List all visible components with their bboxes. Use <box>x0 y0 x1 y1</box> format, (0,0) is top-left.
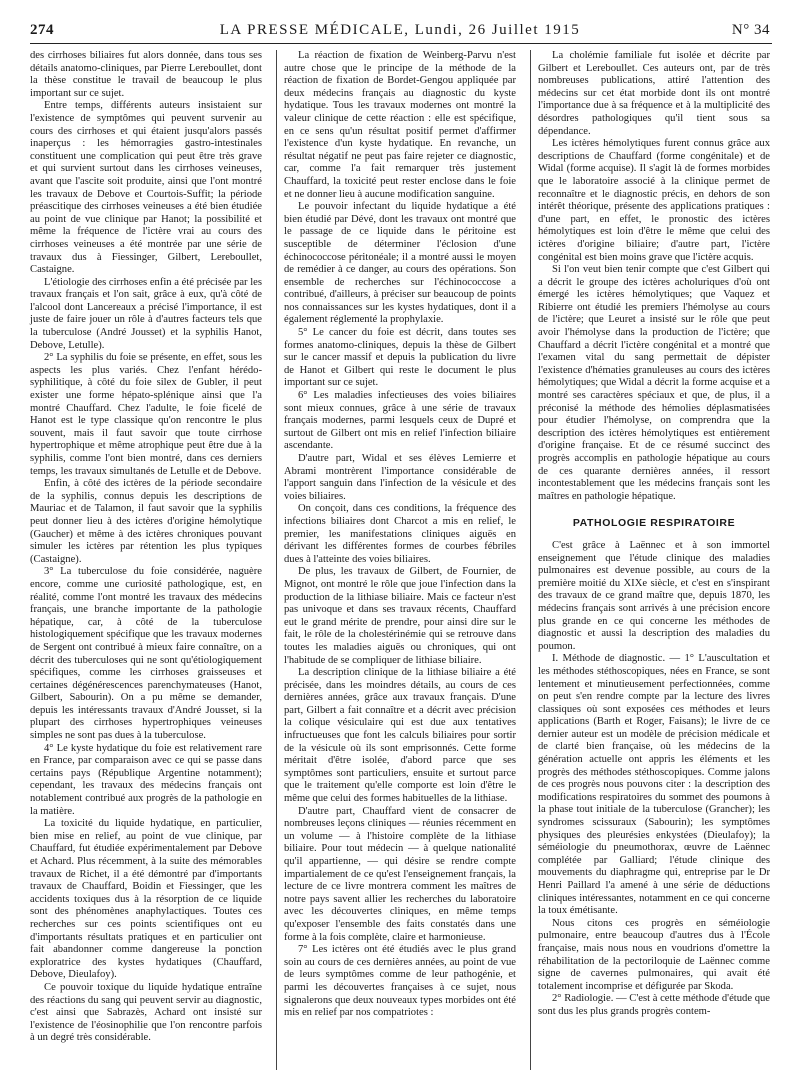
paragraph: 5° Le cancer du foie est décrit, dans toutes ses formes anatomo-cliniques, depuis la thèse de Gilbert sur le cancer massif et depuis la publication du livre de Hanot et Gilbert qui reste le document le plus important sur ce sujet. <box>284 327 516 389</box>
paragraph: Entre temps, différents auteurs insistaient sur l'existence de symptômes qui peuvent survenir au cours des cirrhoses et qui étaient jusqu'alors passés inaperçus : les hémorragies gastro-intestinales constituent une complication qui peut être très grave et qui survient surtout dans les cirrhoses veineuses, avant que l'ascite soit produite, ainsi que l'ont montré les travaux de Debove et Courtois-Suffit; la période préascitique des cirrhoses veineuses a été bien étudiée au point de vue clinique par Hanot; la possibilité et même la fréquence de l'ictère vrai au cours des cirrhoses veineuses a été montrée par une série de travaux dus à Fiessinger, Gilbert, Lereboullet, Castaigne. <box>30 100 262 276</box>
paragraph: I. Méthode de diagnostic. — 1° L'auscultation et les méthodes stéthoscopiques, nées en France, se sont lentement et minutieusement perfectionnées, comme on peut s'en rendre compte par la lecture des livres classiques où sont exposées ces méthodes et leurs applications (Barth et Roger, Faisans); le livre de ce dernier auteur est un modèle de précision médicale et de clarté bien française, où les médecins de la génération actuelle ont appris les éléments et les progrès des méthodes stéthoscopiques. Comme jalons de ces progrès nous pouvons citer : la description des modifications respiratoires du sommet des poumons à la phase tout initiale de la tuberculose (Grancher); les syndromes scissuraux (Sabourin); les symptômes physiques des pleurésies enkystées (Dieulafoy); la séméiologie du pneumothorax, œuvre de Laënnec complétée par Galliard; l'étude clinique des mouvements du diaphragme qui, entreprise par le Dr Henri Paillard l'a amené à une série de déductions cliniques intéressantes, notamment en ce qui concerne la toux émétisante. <box>538 653 770 917</box>
text-column-2 <box>284 50 516 1020</box>
paragraph: C'est grâce à Laënnec et à son immortel enseignement que l'étude clinique des maladies pulmonaires est devenue possible, au cours de la première moitié du XIXe siècle, et c'est en s'inspirant des travaux de ce grand maître que, depuis 1870, les médecins français sont arrivés à une précision encore plus grande en ce qui concerne les méthodes de diagnostic et aussi la description des maladies du poumon. <box>538 539 770 652</box>
paragraph: 4° Le kyste hydatique du foie est relativement rare en France, par comparaison avec ce qui se passe dans certains pays (République Argentine notamment); cependant, les travaux des médecins français ont notablement contribué aux progrès de la pathologie en la matière. <box>30 742 262 817</box>
text-column-3 <box>538 50 770 1019</box>
paragraph: 2° Radiologie. — C'est à cette méthode d'étude que sont dus les plus grands progrès contem- <box>538 993 770 1017</box>
section-heading: PATHOLOGIE RESPIRATOIRE <box>572 517 736 530</box>
paragraph: La cholémie familiale fut isolée et décrite par Gilbert et Lereboullet. Ces auteurs ont, par de très nombreuses publications, attiré l'attention des médecins sur cet état morbide dont ils ont montré l'importance due à sa fréquence et à la multiplicité des désordres pathologiques qu'il tient sous sa dépendance. <box>538 50 770 137</box>
page-number: 274 <box>30 22 54 38</box>
text-column-1 <box>30 50 262 1045</box>
paragraph: Si l'on veut bien tenir compte que c'est Gilbert qui a décrit le groupe des ictères acholuriques d'où ont émergé les ictères hémolytiques; que Vaquez et Ribierre ont étudié les premiers l'hémolyse au cours de l'ictère; que Leuret a insisté sur le rôle que peut avoir l'hémolyse dans la production de l'ictère; que Chauffard a décrit l'ictère congénital et a montré que l'examen vital du sang permettait de dépister l'existence d'hématies granuleuses au cours des ictères hémolytiques; que Widal a décrit la forme acquise et a montré ses caractères spéciaux et que, de plus, il a préconisé la méthode des hémolies déplasmatisées pour étudier l'hémolyse, on comprendra que la description des ictères hémolytiques est entièrement d'origine française. Et de ce résumé succinct des progrès accomplis en pathologie hépatique au cours de ces quarante dernières années, il ressort incontestablement que les médecins français sont les maîtres en pathologie hépatique. <box>538 264 770 502</box>
paragraph: On conçoit, dans ces conditions, la fréquence des infections biliaires dont Charcot a mis en relief, le premier, les manifestations cliniques aiguës en dérivant les différentes formes de courbes fébriles dues à l'atteinte des voies biliaires. <box>284 503 516 565</box>
paragraph: D'autre part, Chauffard vient de consacrer de nombreuses leçons cliniques — réunies récemment en un volume — à l'histoire complète de la lithiase biliaire. Pour tout médecin — à quelque nationalité qu'il appartienne, — qui désire se rendre compte impartialement de ce qu'est l'enseignement français, la lecture de ce livre montrera comment les maîtres de notre pays savent allier les recherches du laboratoire avec les découvertes cliniques, en même temps qu'exposer l'ensemble des faits constatés dans une forme à la fois complète, claire et harmonieuse. <box>284 805 516 943</box>
paragraph: Le pouvoir infectant du liquide hydatique a été bien étudié par Dévé, dont les travaux ont montré que le passage de ce liquide dans le péritoine est susceptible de déterminer l'éclosion d'une échinococcose péritonéale; il a montré aussi le moyen de remédier à ce danger, au cours des opérations. Son ensemble de recherches sur l'échinococcose a contribué, d'ailleurs, à préciser sur beaucoup de points nos connaissances sur les kystes hydatiques, dont il a également réglementé la prophylaxie. <box>284 201 516 326</box>
page-header <box>30 22 770 42</box>
paragraph: De plus, les travaux de Gilbert, de Fournier, de Mignot, ont montré le rôle que joue l'infection dans la production de la lithiase biliaire. Mais ce facteur n'est pas univoque et dans ses travaux récents, Chauffard eut le grand mérite de prendre, pour ainsi dire sur le fait, le rôle de la cholestérinémie qui se retrouve dans toutes les maladies aiguës ou chroniques, qui ont l'habitude de se compliquer de lithiase biliaire. <box>284 566 516 666</box>
paragraph: Les ictères hémolytiques furent connus grâce aux descriptions de Chauffard (forme congénitale) et de Widal (forme acquise). Il s'agit là de formes morbides que le laboratoire associé à la clinique permet de reconnaître et le diagnostic précis, en dehors de son intérêt théorique, présente des applications pratiques : d'une part, en effet, le pronostic des ictères hémolytiques est loin d'être le même que celui des ictères d'origine biliaire; d'autre part, l'ictère congénital est bien moins grave que l'ictère acquis. <box>538 138 770 263</box>
paragraph: des cirrhoses biliaires fut alors donnée, dans tous ses détails anatomo-cliniques, par Pierre Lereboullet, dont la thèse constitue le travail de beaucoup le plus important sur ce sujet. <box>30 50 262 99</box>
paragraph: D'autre part, Widal et ses élèves Lemierre et Abrami montrèrent l'importance considérable de l'apport sanguin dans l'infection de la vésicule et des voies biliaires. <box>284 453 516 502</box>
column-separator <box>276 50 277 1070</box>
paragraph: L'étiologie des cirrhoses enfin a été précisée par les travaux français et l'on sait, grâce à eux, qu'à côté de l'alcool dont Lancereaux a précisé l'importance, il est juste de faire jouer un rôle à d'autres facteurs tels que la tuberculose (André Jousset) et la syphilis Hanot, Debove, Letulle). <box>30 276 262 351</box>
paragraph: Nous citons ces progrès en séméiologie pulmonaire, entre beaucoup d'autres dus à l'École française, mais nous nous en voudrions d'omettre la réhabilitation de la pectoriloquie de Laënnec comme signe de cavernes pulmonaires, qui avait été totalement incomprise et défigurée par Skoda. <box>538 917 770 992</box>
header-rule <box>30 43 772 44</box>
journal-title: LA PRESSE MÉDICALE, Lundi, 26 Juillet 1915 <box>219 22 581 38</box>
paragraph: Ce pouvoir toxique du liquide hydatique entraîne des réactions du sang qui peuvent servir au diagnostic, c'est ainsi que Sabrazès, Achard ont insisté sur l'existence de l'éosinophilie que l'on rencontre parfois à un degré très considérable. <box>30 981 262 1044</box>
paragraph: 6° Les maladies infectieuses des voies biliaires sont mieux connues, grâce à une série de travaux français modernes, parmi lesquels ceux de Dupré et surtout de Gilbert ont mis en relief l'infection biliaire ascendante. <box>284 390 516 452</box>
paragraph: 7° Les ictères ont été étudiés avec le plus grand soin au cours de ces dernières années, au point de vue de leurs symptômes comme de leur pathogénie, et parmi les découvertes françaises à ce sujet, nous signalerons que deux nouveaux types morbides ont été mis en relief par nos compatriotes : <box>284 944 516 1019</box>
issue-number: N° 34 <box>731 22 770 38</box>
paragraph: 3° La tuberculose du foie considérée, naguère encore, comme une curiosité pathologique, est, en réalité, comme l'ont montré les travaux des médecins français, une branche importante de la pathologie hépatique, car, à côté de la tuberculose histologiquement spécifique que les travaux modernes de Sergent ont contribué à mieux faire connaître, on a décrit des tuberculoses qui ne sont qu'étiologiquement spécifiques, comme les cirrhoses graisseuses et certaines dégénérescences parenchymateuses (Hanot, Gilbert, Sabourin). On a pu même se demander, depuis les intéressants travaux d'André Jousset, si la plupart des cirrhoses hypertrophiques veineuses simples ne sont pas dues à la tuberculose. <box>30 566 262 742</box>
column-separator <box>530 50 531 1070</box>
paragraph: La toxicité du liquide hydatique, en particulier, bien mise en relief, au point de vue clinique, par Chauffard, fut étudiée expérimentalement par Debove et Achard. Plus récemment, à la suite des mémorables travaux de Richet, il a été démontré par d'importants travaux de Chauffard, Boidin et Fiessinger, que les accidents toxiques dus à la résorption de ce liquide sont des phénomènes anaphylactiques. Toutes ces recherches sur ces points scientifiques ont eu d'importants résultats pratiques et en particulier ont fait abandonner comme dangereuse la ponction exploratrice des kystes hydatiques (Chauffard, Debove, Dieulafoy). <box>30 818 262 981</box>
paragraph: 2° La syphilis du foie se présente, en effet, sous les aspects les plus variés. Chez l'enfant hérédo-syphilitique, à côté du foie silex de Gubler, il peut exister une forme hépato-splénique ainsi que l'a montré Chauffard. Chez l'adulte, le foie ficelé de Hanot est le type classique qu'on rencontre le plus souvent, mais il faut savoir que toute cirrhose hypertrophique et même atrophique peut être due à la syphilis, comme l'ont bien montré, dans ces derniers temps, les travaux simultanés de Letulle et de Debove. <box>30 352 262 477</box>
paragraph: La description clinique de la lithiase biliaire a été précisée, dans les moindres détails, au cours de ces dernières années, grâce aux travaux français. D'une part, Gilbert a fait connaître et a décrit avec précision la colique vésiculaire qui est due aux tentatives infructueuses que font les calculs biliaires pour sortir de la vésicule où ils sont emprisonnés. Cette forme méritait d'être isolée, d'abord parce que ses symptômes sont particuliers, ensuite et surtout parce que le traitement qu'elle comporte est loin d'être le même que celui des formes habituelles de la lithiase. <box>284 667 516 805</box>
paragraph: Enfin, à côté des ictères de la période secondaire de la syphilis, connus depuis les descriptions de Mauriac et de Talamon, il faut savoir que la syphilis peut donner lieu à des ictères d'origine hémolytique (Gaucher) et même à des ictères chroniques pouvant simuler les ictères par rétention les plus typiques (Castaigne). <box>30 478 262 565</box>
paragraph: La réaction de fixation de Weinberg-Parvu n'est autre chose que le principe de la méthode de la réaction de fixation de Bordet-Gengou appliquée par deux médecins français au diagnostic du kyste hydatique. Tous les travaux modernes ont montré la valeur clinique de cette réaction : elle est spécifique, en ce sens qu'un résultat positif permet d'affirmer l'existence d'un kyste hydatique. En revanche, un résultat négatif ne peut pas faire rejeter ce diagnostic, car, comme l'a fait remarquer très justement Chauffard, la toxicité peut rester enclose dans le foie et ne donner lieu à aucune modification sanguine. <box>284 50 516 200</box>
